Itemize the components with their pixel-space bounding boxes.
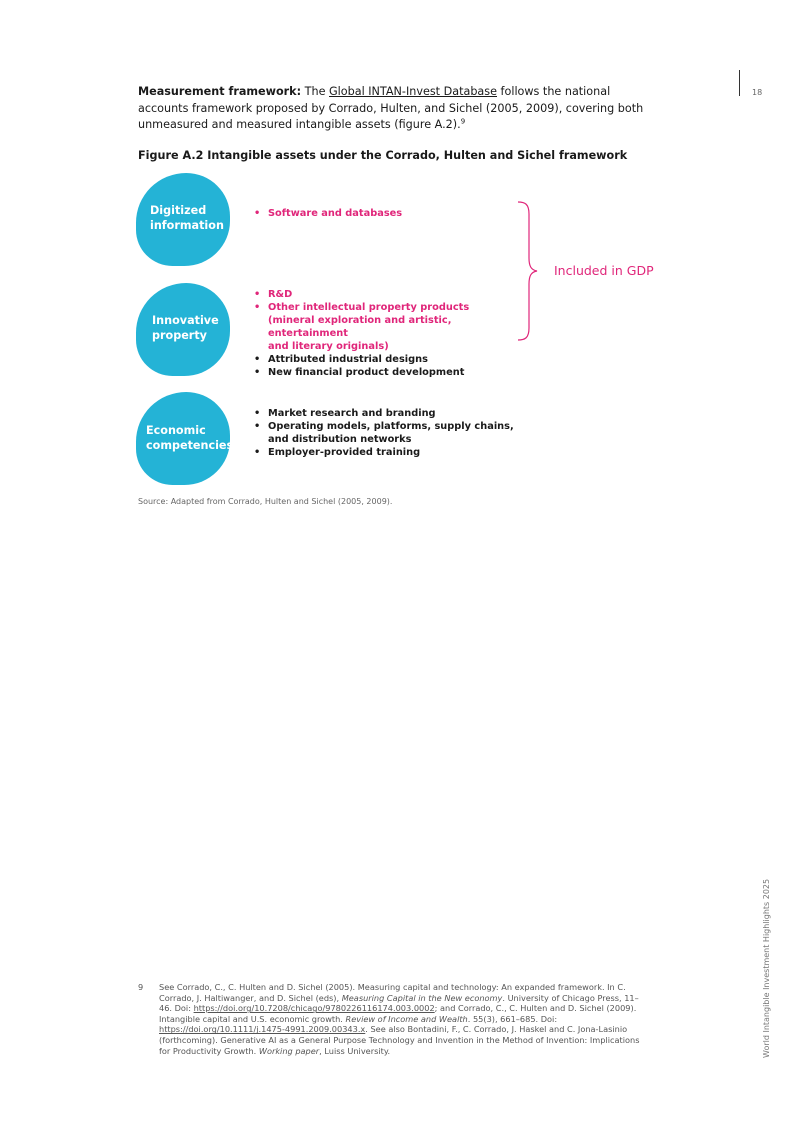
curly-brace-icon: [515, 200, 551, 342]
list-item: [254, 420, 514, 446]
footnote-italic: Working paper: [258, 1045, 320, 1056]
list-item-subtext: and distribution networks: [268, 434, 412, 445]
footnote-doi-link[interactable]: https://doi.org/10.7208/chicago/9780226116174.003.0002: [193, 1003, 435, 1014]
list-item-text: New financial product development: [268, 367, 465, 378]
footnote-italic: Measuring Capital in the New economy: [341, 992, 503, 1003]
list-item: [254, 288, 514, 301]
list-item-text: R&D: [268, 289, 293, 300]
list-item-text: • Operating models, platforms, supply chains,: [268, 421, 514, 432]
list-item-text: Attributed industrial designs: [268, 354, 428, 365]
footnote-text-part: , Luiss University.: [319, 1045, 391, 1056]
list-item: [254, 301, 514, 353]
list-item-text: Market research and branding: [268, 408, 436, 419]
intro-paragraph: [138, 84, 648, 134]
database-link[interactable]: Global INTAN-Invest Database: [329, 85, 497, 98]
footnote-doi-link[interactable]: https://doi.org/10.1111/j.1475-4991.2009.00343.x: [159, 1024, 366, 1035]
category-circle-economic: [136, 392, 234, 485]
list-item: [254, 366, 514, 379]
category-circle-innovative: [136, 283, 230, 376]
category-label-line2: information: [150, 219, 224, 232]
footnote-number: 9: [138, 982, 144, 992]
list-item: [254, 446, 514, 459]
list-item-subtext: and literary originals): [268, 341, 389, 352]
footnote: [138, 982, 648, 1056]
footnote-text-part: . 55(3), 661–685. Doi:: [467, 1013, 558, 1024]
footnote-ref[interactable]: 9: [460, 117, 466, 126]
list-item-text: Software and databases: [268, 208, 403, 219]
category-label-line1: Economic: [146, 424, 206, 437]
page-number: 18: [752, 88, 763, 97]
page-header-rule: [739, 70, 740, 96]
running-side-title: World Intangible Investment Highlights 2025: [762, 878, 771, 1058]
included-in-gdp-label: Included in GDP: [554, 263, 654, 278]
category-label-line1: Digitized: [150, 204, 207, 217]
category-circle-digitized: [136, 173, 230, 266]
category-label-line2: property: [152, 329, 207, 342]
list-item: [254, 407, 514, 420]
category-label-line1: Innovative: [152, 314, 219, 327]
figure-title: Figure A.2 Intangible assets under the Corrado, Hulten and Sichel framework: [138, 149, 628, 162]
footnote-italic: Review of Income and Wealth: [345, 1013, 468, 1024]
intro-text-1: The: [301, 85, 330, 98]
footnote-text-part: . University of Chicago Press, 11–46. Doi:: [159, 992, 639, 1014]
list-item-text: • Other intellectual property products: [268, 302, 470, 313]
list-item-subtext: (mineral exploration and artistic, entertainment: [268, 315, 452, 339]
footnote-text-part: ; and Corrado, C., C. Hulten and D. Sichel (2009). Intangible capital and U.S. economic growth.: [159, 1003, 637, 1024]
digitized-items-list: [254, 207, 514, 220]
figure-source: Source: Adapted from Corrado, Hulten and Sichel (2005, 2009).: [138, 497, 393, 506]
list-item-text: Employer-provided training: [268, 447, 421, 458]
category-label-line2: competencies: [146, 439, 234, 452]
footnote-text-part: . See also Bontadini, F., C. Corrado, J. Haskel and C. Jona-Lasinio (forthcoming). Generative AI as a General Purpose Technology and Invention in the Method of Invention: Implications for Productivity Growth.: [159, 1024, 640, 1056]
innovative-items-list: [254, 288, 514, 379]
list-item: [254, 353, 514, 366]
list-item: [254, 207, 514, 220]
economic-items-list: [254, 407, 514, 459]
intro-lead: Measurement framework:: [138, 85, 302, 98]
footnote-text-part: See Corrado, C., C. Hulten and D. Sichel (2005). Measuring capital and technology: An expanded framework. In C. Corrado, J. Haltiwanger, and D. Sichel (eds),: [159, 982, 626, 1003]
footnote-text: [159, 982, 648, 1056]
intro-text-2: follows the national accounts framework proposed by Corrado, Hulten, and Sichel (2005, 2009), covering both unmeasured and measured intangible assets (figure A.2).: [138, 85, 644, 131]
